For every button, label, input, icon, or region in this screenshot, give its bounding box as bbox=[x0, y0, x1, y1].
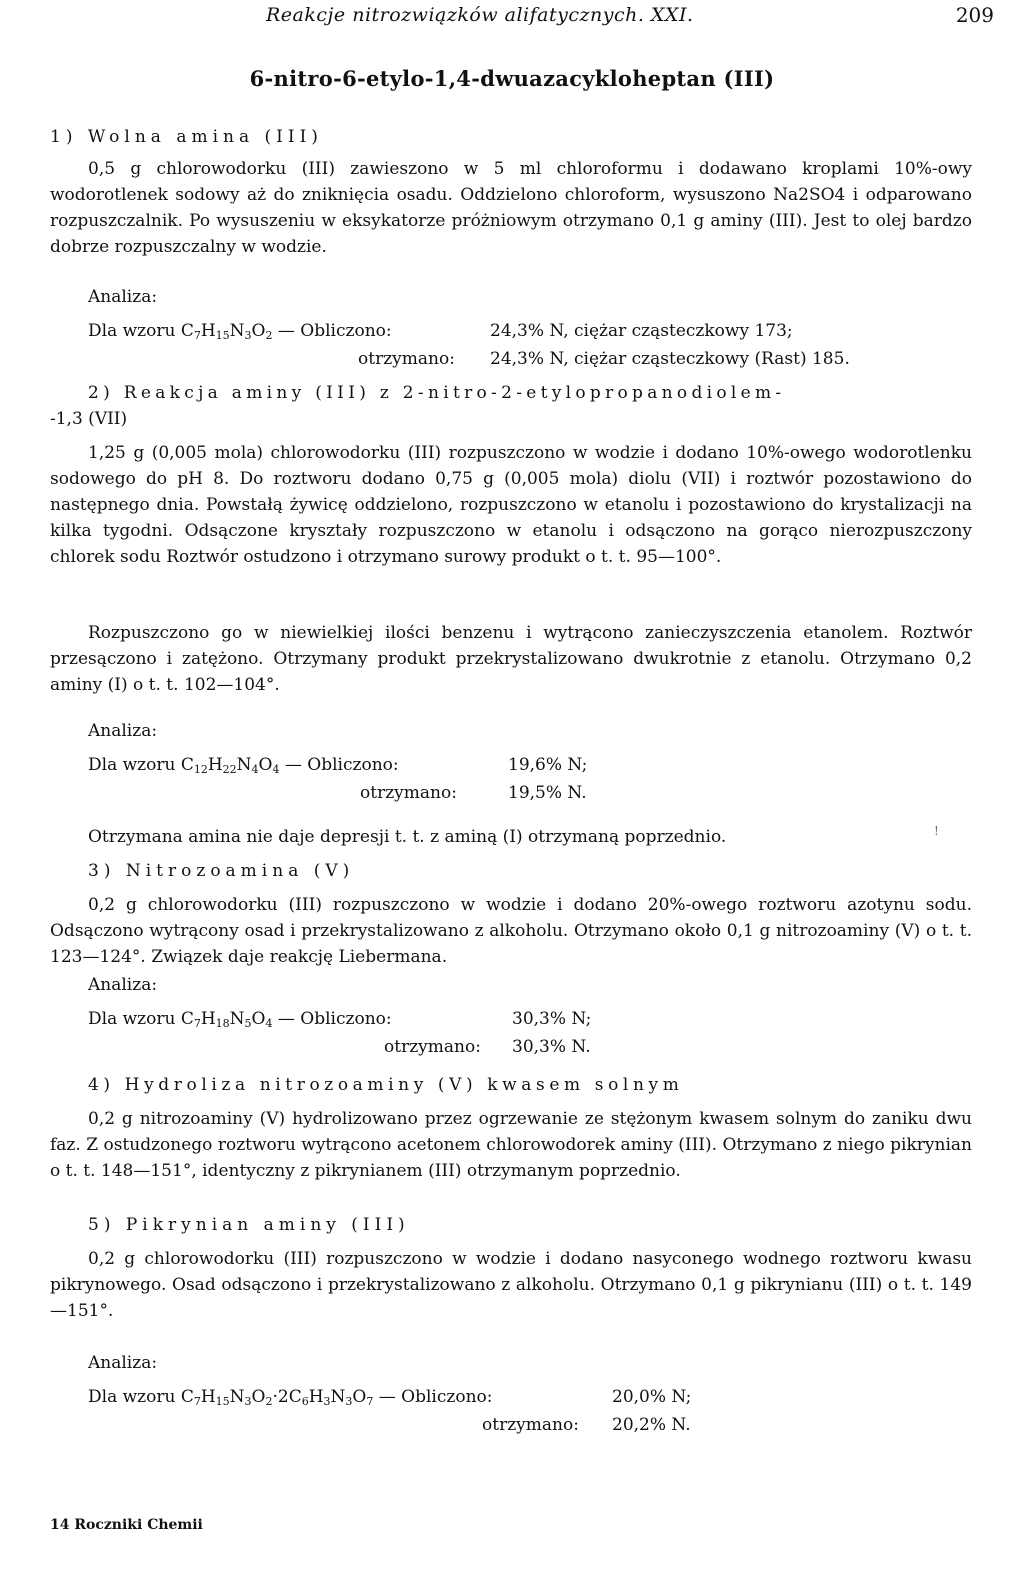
section-3-text: 0,2 g chlorowodorku (III) rozpuszczono w wodzie i dodano 20%-owego roztworu azotynu sodu. Odsączono wytrącony osad i przekrystalizowano z alkoholu. Otrzymano około 0,1 g nitrozoaminy (V) o t. t. 123—124°. Związek daje reakcję Liebermana. bbox=[50, 895, 972, 967]
section-5-calculated: 20,0% N; bbox=[612, 1387, 692, 1407]
section-5-found-label: otrzymano: bbox=[482, 1415, 579, 1435]
section-2-note: Otrzymana amina nie daje depresji t. t. z aminą (I) otrzymaną poprzednio. bbox=[88, 827, 727, 847]
section-1-found-label: otrzymano: bbox=[358, 349, 455, 369]
section-2-found-label: otrzymano: bbox=[360, 783, 457, 803]
section-1-calculated: 24,3% N, ciężar cząsteczkowy 173; bbox=[490, 321, 793, 341]
page-footer: 14 Roczniki Chemii bbox=[50, 1517, 203, 1533]
section-1-heading: 1) Wolna amina (III) bbox=[50, 127, 323, 147]
page-number: 209 bbox=[955, 3, 994, 27]
section-5-analysis-label: Analiza: bbox=[88, 1353, 158, 1373]
section-5-text: 0,2 g chlorowodorku (III) rozpuszczono w wodzie i dodano nasyconego wodnego roztworu kwasu pikrynowego. Osad odsączono i przekrystalizowano z alkoholu. Otrzymano 0,1 g pikrynianu (III) o t. t. 149—151°. bbox=[50, 1249, 972, 1321]
section-2-found: 19,5% N. bbox=[508, 783, 587, 803]
section-2-heading: 2) Reakcja aminy (III) z 2-nitro-2-etylopropanodiolem- bbox=[88, 383, 786, 403]
section-2-calculated: 19,6% N; bbox=[508, 755, 588, 775]
section-5-paragraph bbox=[50, 1246, 972, 1324]
section-5-formula: Dla wzoru $C_7H_{15}N_3O_2\cdot 2C_6H_3N_3O_7$ — Obliczono: bbox=[88, 1387, 493, 1408]
section-2-paragraph-1 bbox=[50, 440, 972, 570]
scan-mark: ! bbox=[934, 824, 939, 838]
section-3-formula: Dla wzoru $C_7H_{18}N_5O_4$ — Obliczono: bbox=[88, 1009, 392, 1030]
section-2-text-2: Rozpuszczono go w niewielkiej ilości benzenu i wytrącono zanieczyszczenia etanolem. Roztwór przesączono i zatężono. Otrzymany produkt przekrystalizowano dwukrotnie z etanolu. Otrzymano 0,2 aminy (I) o t. t. 102—104°. bbox=[50, 623, 972, 695]
section-4-paragraph bbox=[50, 1106, 972, 1184]
section-4-text: 0,2 g nitrozoaminy (V) hydrolizowano przez ogrzewanie ze stężonym kwasem solnym do zaniku dwu faz. Z ostudzonego roztworu wytrącono acetonem chlorowodorek aminy (III). Otrzymano z niego pikrynian o t. t. 148—151°, identyczny z pikrynianem (III) otrzymanym poprzednio. bbox=[50, 1109, 972, 1181]
section-1-formula: Dla wzoru $C_7H_{15}N_3O_2$ — Obliczono: bbox=[88, 321, 392, 342]
section-3-found: 30,3% N. bbox=[512, 1037, 591, 1057]
section-2-formula: Dla wzoru $C_{12}H_{22}N_4O_4$ — Obliczono: bbox=[88, 755, 399, 776]
section-3-analysis-label: Analiza: bbox=[88, 975, 158, 995]
section-4-heading: 4) Hydroliza nitrozoaminy (V) kwasem solnym bbox=[88, 1075, 684, 1095]
section-1-text: 0,5 g chlorowodorku (III) zawieszono w 5 ml chloroformu i dodawano kroplami 10%-owy wodorotlenek sodowy aż do zniknięcia osadu. Oddzielono chloroform, wysuszono Na2SO4 i odparowano rozpuszczalnik. Po wysuszeniu w eksykatorze próżniowym otrzymano 0,1 g aminy (III). Jest to olej bardzo dobrze rozpuszczalny w wodzie. bbox=[50, 159, 972, 257]
section-5-found: 20,2% N. bbox=[612, 1415, 691, 1435]
section-3-heading: 3) Nitrozoamina (V) bbox=[88, 861, 355, 881]
section-1-paragraph bbox=[50, 156, 972, 260]
section-3-calculated: 30,3% N; bbox=[512, 1009, 592, 1029]
running-title: Reakcje nitrozwiązków alifatycznych. XXI. bbox=[266, 4, 694, 26]
section-2-text-1: 1,25 g (0,005 mola) chlorowodorku (III) rozpuszczono w wodzie i dodano 10%-owego wodorotlenku sodowego do pH 8. Do roztworu dodano 0,75 g (0,005 mola) diolu (VII) i roztwór pozostawiono do następnego dnia. Powstałą żywicę oddzielono, rozpuszczono w etanolu i pozostawiono do krystalizacji na kilka tygodni. Odsączone kryształy rozpuszczono w etanolu i odsączono na gorąco nierozpuszczony chlorek sodu Roztwór ostudzono i otrzymano surowy produkt o t. t. 95—100°. bbox=[50, 443, 972, 567]
section-5-heading: 5) Pikrynian aminy (III) bbox=[88, 1215, 410, 1235]
section-2-paragraph-2 bbox=[50, 620, 972, 698]
compound-title: 6-nitro-6-etylo-1,4-dwuazacykloheptan (III) bbox=[249, 66, 775, 91]
section-1-found: 24,3% N, ciężar cząsteczkowy (Rast) 185. bbox=[490, 349, 850, 369]
section-1-analysis-label: Analiza: bbox=[88, 287, 158, 307]
page-header bbox=[0, 2, 1024, 30]
section-3-paragraph bbox=[50, 892, 972, 970]
section-3-found-label: otrzymano: bbox=[384, 1037, 481, 1057]
section-2-analysis-label: Analiza: bbox=[88, 721, 158, 741]
section-2-heading-cont: -1,3 (VII) bbox=[50, 409, 128, 429]
